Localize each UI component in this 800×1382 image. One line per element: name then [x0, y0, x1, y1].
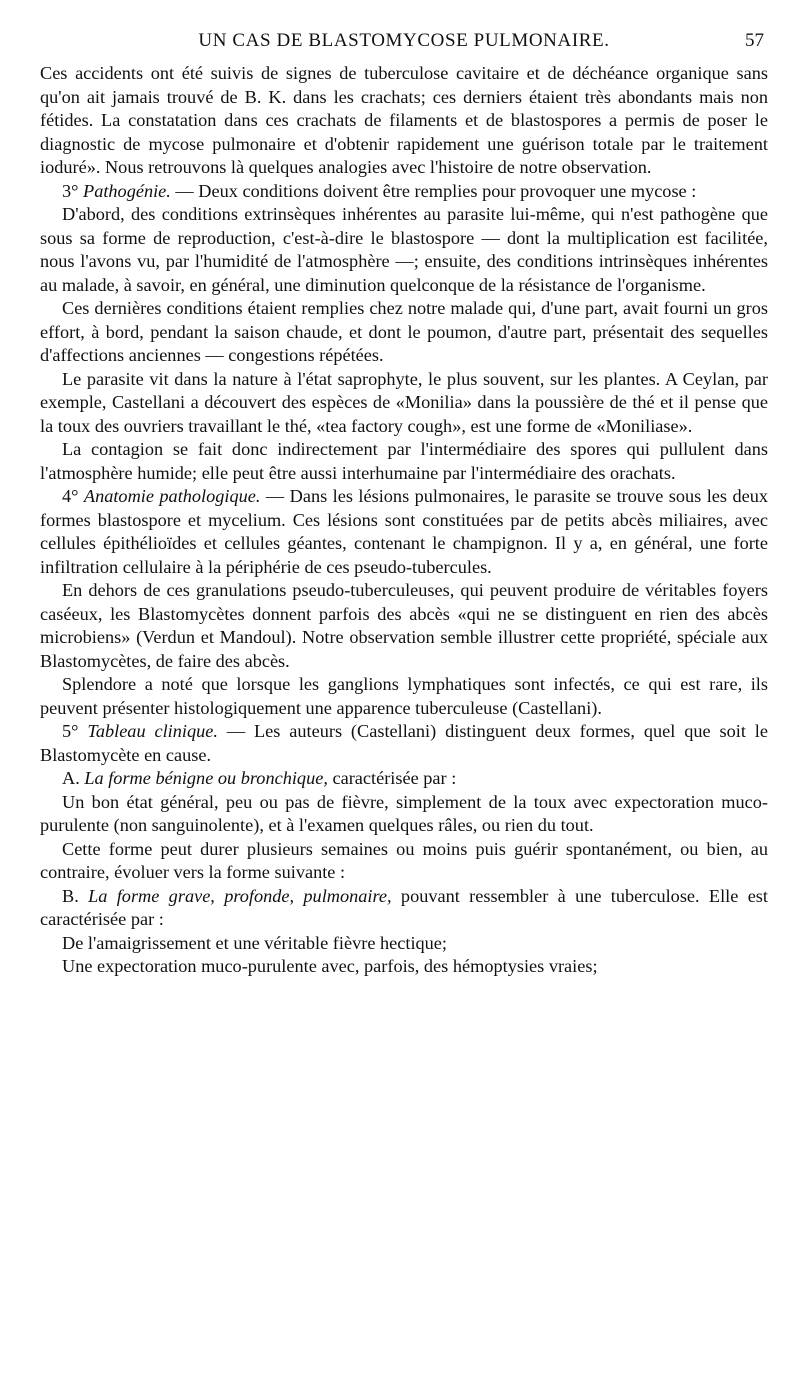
paragraph: Le parasite vit dans la nature à l'état saprophyte, le plus souvent, sur les plantes. A Ceylan, par exemple, Castellani a découvert des espèces de «Monilia» dans la poussière de thé et il pense que la toux des ouvriers travaillant le thé, «tea factory cough», est une forme de «Moniliase». [40, 368, 768, 436]
paragraph: En dehors de ces granulations pseudo-tuberculeuses, qui peuvent produire de véritables foyers caséeux, les Blastomycètes donnent parfois des abcès «qui ne se distinguent en rien des abcès microbiens» (Verdun et Mandoul). Notre observation semble illustrer cette propriété, spéciale aux Blastomycètes, de faire des abcès. [40, 580, 768, 671]
paragraph: Un bon état général, peu ou pas de fièvre, simplement de la toux avec expectoration muco-purulente (non sanguinolente), et à l'examen quelques râles, ou rien du tout. [40, 791, 768, 835]
paragraph: Une expectoration muco-purulente avec, parfois, des hémoptysies vraies; [62, 956, 598, 976]
paragraph-pathogenie [40, 180, 768, 204]
running-title: UN CAS DE BLASTOMYCOSE PULMONAIRE. [198, 30, 610, 51]
page-number: 57 [745, 30, 764, 51]
section-number: 4° [62, 486, 84, 506]
list-letter: B. [62, 885, 89, 906]
paragraph-tableau-clinique [40, 720, 768, 767]
paragraph-text: — Dans les lésions pulmonaires, le parasite se trouve sous les deux formes blastospore et mycelium. Ces lésions sont constituées par de petits abcès miliaires, avec cellules épithélioïdes et cellules géantes, contenant le champignon. Il y a, en général, une forte infiltration cellulaire à la périphérie de ces pseudo-tubercules. [40, 486, 768, 577]
section-heading: Pathogénie. [83, 180, 171, 201]
running-head [40, 22, 768, 62]
paragraph: Cette forme peut durer plusieurs semaines ou moins puis guérir spontanément, ou bien, au contraire, évoluer vers la forme suivante : [40, 838, 768, 882]
document-page [40, 22, 768, 979]
section-heading: Anatomie pathologique. [83, 486, 261, 506]
paragraph-text: — Deux conditions doivent être remplies pour provoquer une mycose : [170, 180, 697, 201]
paragraph: La contagion se fait donc indirectement par l'intermédiaire des spores qui pullulent dans l'atmosphère humide; elle peut être aussi interhumaine par l'intermédiaire des orachats. [40, 439, 768, 483]
paragraph: Ces dernières conditions étaient remplies chez notre malade qui, d'une part, avait fourni un gros effort, à bord, pendant la saison chaude, et dont le poumon, d'autre part, présentait des sequelles d'affections anciennes — congestions répétées. [40, 298, 768, 365]
paragraph-forme-benigne [40, 767, 768, 791]
paragraph: Ces accidents ont été suivis de signes de tuberculose cavitaire et de déchéance organique sans qu'on ait jamais trouvé de B. K. dans les crachats; ces derniers étaient très abondants mais non fétides. La constatation dans ces crachats de filaments et de blastospores a permis de poser le diagnostic de mycose pulmonaire et d'obtenir rapidement une guérison totale par le traitement ioduré». Nous retrouvons là quelques analogies avec l'histoire de notre observation. [40, 63, 768, 177]
paragraph-text: caractérisée par : [327, 768, 457, 788]
paragraph: Splendore a noté que lorsque les ganglions lymphatiques sont infectés, ce qui est rare, ils peuvent présenter histologiquement une apparence tuberculeuse (Castellani). [40, 674, 768, 718]
paragraph-forme-grave [40, 885, 768, 932]
paragraph: D'abord, des conditions extrinsèques inhérentes au parasite lui-même, qui n'est pathogène que sous sa forme de reproduction, c'est-à-dire le blastospore — dont la multiplication est facilitée, nous l'avons vu, par l'humidité de l'atmosphère —; ensuite, des conditions intrinsèques inhérentes au malade, à savoir, en général, une diminution quelconque de la résistance de l'organisme. [40, 204, 768, 295]
paragraph-text: — Les auteurs (Castellani) distinguent deux formes, quel que soit le Blastomycète en cause. [40, 721, 768, 765]
section-heading: Tableau clinique. [87, 721, 218, 741]
paragraph: De l'amaigrissement et une véritable fièvre hectique; [62, 932, 448, 953]
subsection-heading: La forme grave, profonde, pulmonaire, [88, 885, 392, 906]
list-letter: A. [62, 768, 85, 788]
section-number: 3° [62, 180, 84, 201]
subsection-heading: La forme bénigne ou bronchique, [84, 768, 328, 788]
paragraph-text: pouvant ressembler à une tuberculose. Elle est caractérisée par : [40, 885, 768, 929]
paragraph-anatomie [40, 485, 768, 579]
section-number: 5° [62, 721, 88, 741]
